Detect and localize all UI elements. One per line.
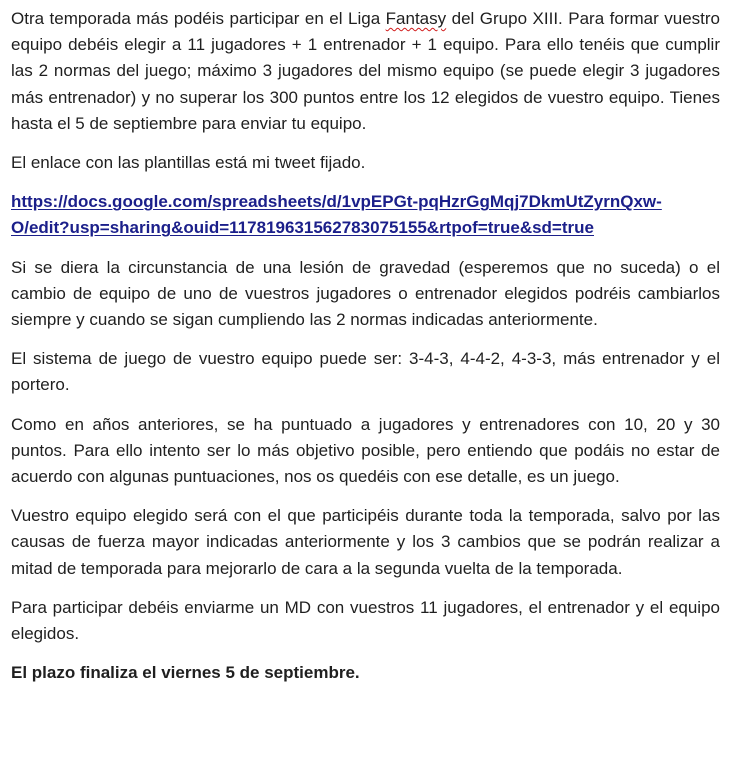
spreadsheet-link-paragraph [11, 189, 720, 241]
misspelled-word[interactable]: Fantasy [385, 9, 447, 28]
templates-paragraph: El enlace con las plantillas está mi tweet fijado. [11, 153, 366, 173]
deadline-notice: El plazo finaliza el viernes 5 de septiembre. [11, 663, 360, 683]
link-line-2[interactable]: O/edit?usp=sharing&ouid=117819631562783075155&rtpof=true&sd=true [11, 218, 594, 238]
scoring-paragraph: Como en años anteriores, se ha puntuado a jugadores y entrenadores con 10, 20 y 30 puntos. Para ello intento ser lo más objetivo posible, pero entiendo que podáis no estar de acuerdo con algunas puntuaciones, nos os quedéis con ese detalle, es un juego. [11, 414, 720, 487]
document-body [11, 0, 720, 686]
spreadsheet-link[interactable] [11, 192, 662, 237]
link-line-1[interactable]: https://docs.google.com/spreadsheets/d/1vpEPGt-pqHzrGgMqj7DkmUtZyrnQxw- [11, 192, 662, 212]
intro-text-before: Otra temporada más podéis participar en el Liga [11, 9, 386, 28]
injury-paragraph: Si se diera la circunstancia de una lesión de gravedad (esperemos que no suceda) o el cambio de equipo de uno de vuestros jugadores o entrenador elegidos podréis cambiarlos siempre y cuando se sigan cumpliendo las 2 normas indicadas anteriormente. [11, 257, 720, 330]
intro-text-after: del Grupo XIII. Para formar vuestro equipo debéis elegir a 11 jugadores + 1 entrenador + 1 equipo. Para ello tenéis que cumplir las 2 normas del juego; máximo 3 jugadores del mismo equipo (se puede elegir 3 jugadores más entrenador) y no superar los 300 puntos entre los 12 elegidos de vuestro equipo. Tienes hasta el 5 de septiembre para enviar tu equipo. [11, 9, 721, 133]
intro-paragraph [11, 0, 720, 137]
participation-paragraph: Para participar debéis enviarme un MD con vuestros 11 jugadores, el entrenador y el equipo elegidos. [11, 597, 720, 644]
season-paragraph: Vuestro equipo elegido será con el que participéis durante toda la temporada, salvo por las causas de fuerza mayor indicadas anteriormente y los 3 cambios que se podrán realizar a mitad de temporada para mejorarlo de cara a la segunda vuelta de la temporada. [11, 506, 720, 578]
formation-paragraph: El sistema de juego de vuestro equipo puede ser: 3-4-3, 4-4-2, 4-3-3, más entrenador y el portero. [11, 349, 720, 395]
